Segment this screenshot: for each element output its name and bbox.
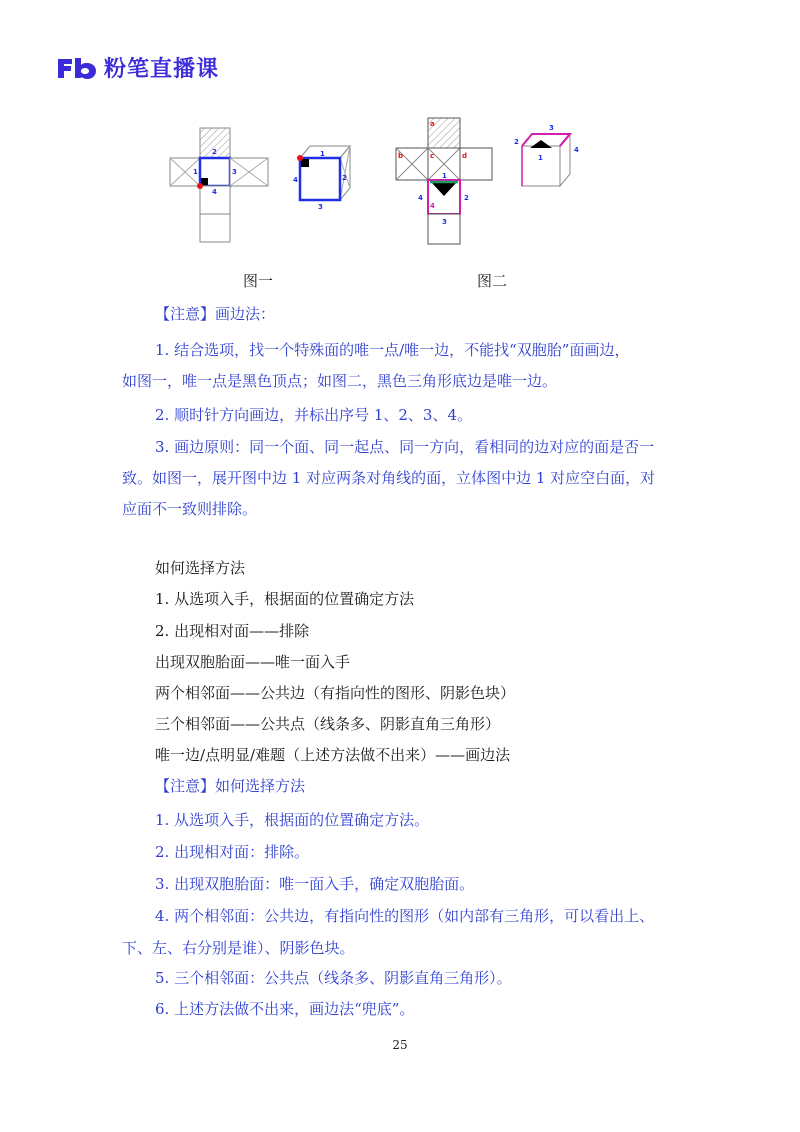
fig2-cube-label-4: 4 xyxy=(574,146,579,154)
fig1-net-label-4: 4 xyxy=(212,188,217,196)
fig2-net-label-4: 4 xyxy=(418,194,423,202)
fig2-cube-label-3: 3 xyxy=(549,124,554,132)
text-line: 3. 画边原则：同一个面、同一起点、同一方向，看相同的边对应的面是否一 xyxy=(155,438,655,456)
fig2-net-label-d: d xyxy=(462,152,468,160)
fig1-cube-label-2: 2 xyxy=(342,174,347,182)
figure1-cube xyxy=(293,146,350,211)
fig2-net-label-b: b xyxy=(398,152,404,160)
text-line: 唯一边/点明显/难题（上述方法做不出来）——画边法 xyxy=(155,746,511,764)
text-line: 【注意】画边法： xyxy=(155,305,276,323)
fig2-net-label-2: 2 xyxy=(464,194,469,202)
text-line: 1. 从选项入手，根据面的位置确定方法 xyxy=(155,590,415,608)
text-line: 【注意】如何选择方法 xyxy=(155,777,306,795)
fig2-net-label-3: 3 xyxy=(442,218,447,226)
fig1-cube-label-1: 1 xyxy=(320,150,325,158)
fig1-cube-label-4: 4 xyxy=(293,176,298,184)
text-line: 1. 结合选项，找一个特殊面的唯一点/唯一边，不能找“双胞胎”面画边， xyxy=(155,341,630,359)
text-line: 5. 三个相邻面：公共点（线条多、阴影直角三角形）。 xyxy=(155,969,512,987)
text-line: 2. 顺时针方向画边，并标出序号 1、2、3、4。 xyxy=(155,406,473,424)
text-line: 致。如图一，展开图中边 1 对应两条对角线的面，立体图中边 1 对应空白面，对 xyxy=(122,469,656,487)
page-number: 25 xyxy=(392,1038,408,1052)
text-line: 4. 两个相邻面：公共边，有指向性的图形（如内部有三角形，可以看出上、 xyxy=(155,907,655,925)
fb-logo-icon xyxy=(56,56,98,80)
text-line: 两个相邻面——公共边（有指向性的图形、阴影色块） xyxy=(155,684,516,702)
fig1-cube-label-3: 3 xyxy=(318,203,323,211)
fig1-net-label-1: 1 xyxy=(193,168,198,176)
text-line: 如图一，唯一点是黑色顶点；如图二，黑色三角形底边是唯一边。 xyxy=(122,372,558,390)
text-line: 如何选择方法 xyxy=(155,559,246,577)
fig2-cube-label-2: 2 xyxy=(514,138,519,146)
figure2-caption: 图二 xyxy=(477,272,508,290)
text-line: 6. 上述方法做不出来，画边法“兜底”。 xyxy=(155,1000,415,1018)
fig1-net-label-3: 3 xyxy=(232,168,237,176)
figure1-caption: 图一 xyxy=(243,272,274,290)
text-line: 3. 出现双胞胎面：唯一面入手，确定双胞胎面。 xyxy=(155,875,475,893)
fig1-net-label-2: 2 xyxy=(212,148,217,156)
fig2-net-label-4b: 4 xyxy=(430,202,435,210)
text-line: 三个相邻面——公共点（线条多、阴影直角三角形） xyxy=(155,715,501,733)
figure2-net xyxy=(396,118,492,244)
fig2-net-label-c: c xyxy=(430,152,435,160)
text-line: 下、左、右分别是谁）、阴影色块。 xyxy=(122,939,355,957)
text-line: 出现双胞胎面——唯一面入手 xyxy=(155,653,351,671)
fig2-net-label-a: a xyxy=(430,120,435,128)
brand-logo xyxy=(56,52,219,83)
fig2-cube-label-1: 1 xyxy=(538,154,543,162)
text-line: 2. 出现相对面：排除。 xyxy=(155,843,310,861)
brand-name: 粉笔直播课 xyxy=(104,57,220,82)
text-line: 2. 出现相对面——排除 xyxy=(155,622,310,640)
figure1-net xyxy=(170,128,268,242)
text-line: 应面不一致则排除。 xyxy=(122,500,258,518)
figures xyxy=(160,116,600,256)
fig2-net-label-1: 1 xyxy=(442,172,447,180)
text-line: 1. 从选项入手，根据面的位置确定方法。 xyxy=(155,811,430,829)
figure2-cube xyxy=(514,124,579,186)
